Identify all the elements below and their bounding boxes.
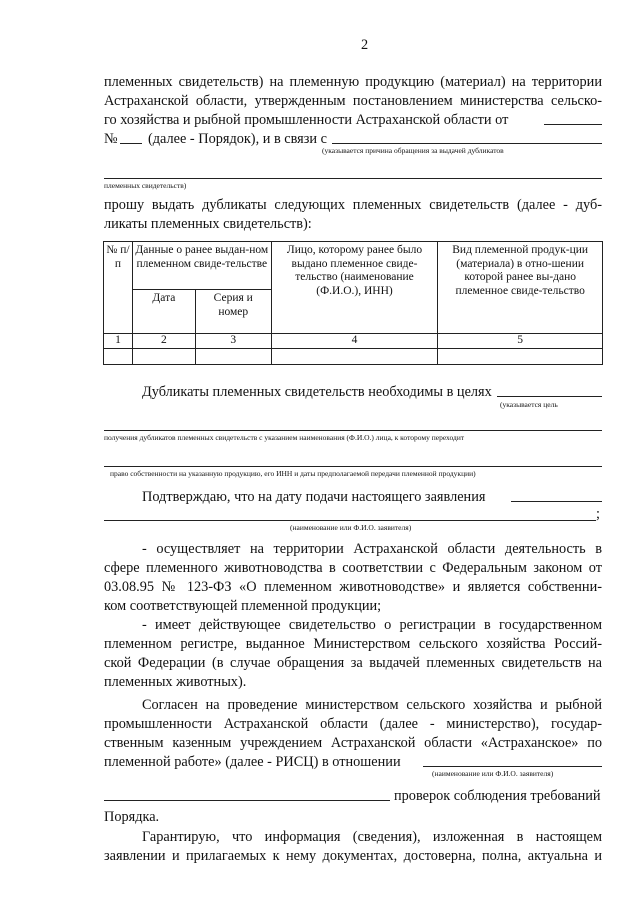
purpose-blank-line-3	[104, 466, 602, 467]
hint-reason-2: племенных свидетельств)	[104, 181, 187, 190]
table-row	[271, 348, 438, 364]
th-series: Серия и номер	[195, 290, 271, 334]
purpose-blank-line-2	[104, 430, 602, 431]
hint-purpose: (указывается цель	[500, 400, 558, 409]
bullet2-line4: племенных животных).	[104, 674, 247, 690]
bullet1-line1: - осуществляет на территории Астраханской области деятельность в	[142, 541, 602, 557]
reason-blank-line-2	[104, 178, 602, 179]
order-word: Порядка.	[104, 809, 160, 825]
th-issued-data: Данные о ранее выдан-ном племенном свиде-тельстве	[132, 242, 271, 290]
checks-line: проверок соблюдения требований	[394, 788, 601, 804]
td-num-5: 5	[438, 334, 603, 349]
consent-line3: ственным казенным учреждением Астраханской области «Астраханское» по	[104, 735, 602, 751]
guarantee-line1: Гарантирую, что информация (сведения), изложенная в настоящем	[142, 829, 602, 845]
table-row	[195, 348, 271, 364]
hint-applicant: (наименование или Ф.И.О. заявителя)	[290, 523, 412, 532]
para1-line2: Астраханской области, утвержденным постановлением министерства сельско-	[104, 93, 602, 109]
bullet2-line3: ской Федерации (в случае обращения за выдачей племенных свидетельств на	[104, 655, 602, 671]
bullet1-line4: ком соответствующей племенной продукции;	[104, 598, 382, 614]
bullet1-line3: 03.08.95 № 123-ФЗ «О племенном животноводстве» и является собственни-	[104, 579, 602, 595]
td-num-2: 2	[132, 334, 195, 349]
consent-line4: племенной работе» (далее - РИСЦ) в отношении	[104, 754, 401, 770]
para1-line4: (далее - Порядок), и в связи с	[148, 131, 327, 147]
th-product-type: Вид племенной продук-ции (материала) в отно-шении которой ранее вы-дано племенное свиде-тельство	[438, 242, 603, 334]
para1-line3: го хозяйства и рыбной промышленности Астраханской области от	[104, 112, 509, 128]
page-number: 2	[361, 37, 369, 53]
th-date: Дата	[132, 290, 195, 334]
date-blank-line	[544, 124, 602, 125]
para2-line1: прошу выдать дубликаты следующих племенных свидетельств (далее - дуб-	[104, 197, 602, 213]
hint-applicant-2: (наименование или Ф.И.О. заявителя)	[432, 769, 554, 778]
confirm-line: Подтверждаю, что на дату подачи настоящего заявления	[142, 489, 486, 505]
guarantee-line2: заявлении и прилагаемых к нему документах, достоверна, полна, актуальна и	[104, 848, 602, 864]
bullet2-line2: племенном регистре, выданное Министерством сельского хозяйства Россий-	[104, 636, 602, 652]
consent-blank-line	[423, 766, 602, 767]
table-row	[438, 348, 603, 364]
table-row	[132, 348, 195, 364]
td-num-3: 3	[195, 334, 271, 349]
consent-blank-line-2	[104, 800, 390, 801]
th-number: № п/п	[104, 242, 133, 334]
confirm-blank-line	[511, 501, 602, 502]
applicant-blank-line	[104, 520, 596, 521]
para1-number-sign: №	[104, 131, 118, 147]
hint-reason: (указывается причина обращения за выдачей дубликатов	[322, 146, 504, 155]
para2-line2: ликаты племенных свидетельств):	[104, 216, 312, 232]
table-row	[104, 348, 133, 364]
hint-purpose-3: право собственности на указанную продукцию, его ИНН и даты предполагаемой передачи племенной продукции)	[110, 469, 476, 478]
td-num-1: 1	[104, 334, 133, 349]
bullet1-line2: сфере племенного животноводства в соответствии с Федеральным законом от	[104, 560, 602, 576]
consent-line2: промышленности Астраханской области (далее - министерство), государ-	[104, 716, 602, 732]
reason-blank-line	[332, 143, 602, 144]
para1-line1: племенных свидетельств) на племенную продукцию (материал) на территории	[104, 74, 602, 90]
purpose-blank-line	[497, 396, 602, 397]
th-person: Лицо, которому ранее было выдано племенное свиде-тельство (наименование (Ф.И.О.), ИНН)	[271, 242, 438, 334]
td-num-4: 4	[271, 334, 438, 349]
bullet2-line1: - имеет действующее свидетельство о регистрации в государственном	[142, 617, 602, 633]
applicant-colon: ;	[596, 506, 600, 522]
number-blank-line	[120, 143, 142, 144]
purpose-line: Дубликаты племенных свидетельств необходимы в целях	[142, 384, 492, 400]
consent-line1: Согласен на проведение министерством сельского хозяйства и рыбной	[142, 697, 602, 713]
hint-purpose-2: получения дубликатов племенных свидетельств с указанием наименования (Ф.И.О.) лица, к которому переходит	[104, 433, 465, 442]
duplicates-table	[103, 241, 603, 365]
